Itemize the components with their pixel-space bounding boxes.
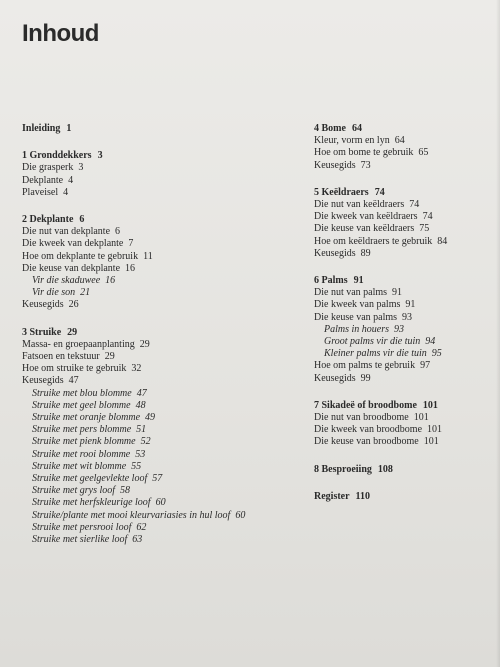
toc-entry [22, 226, 302, 238]
toc-entry [22, 351, 302, 363]
toc-heading-page: 64 [351, 123, 362, 134]
toc-entry-text: Struike met persrooi loof [32, 521, 132, 533]
toc-entry-page: 26 [68, 299, 79, 311]
toc-entry [22, 238, 302, 250]
toc-entry-text: Die keuse van dekplante [22, 262, 121, 274]
toc-heading-page: 29 [67, 326, 78, 338]
toc-entry [314, 360, 494, 372]
toc-entry-page: 95 [431, 348, 442, 360]
toc-entry-page: 57 [152, 473, 163, 485]
toc-entry-text: Die nut van broodbome [314, 412, 409, 424]
toc-entry [22, 375, 302, 387]
toc-entry [314, 236, 494, 248]
toc-entry-page: 93 [394, 323, 404, 335]
toc-entry-text: Die grasperk [22, 162, 74, 174]
toc-subentry [314, 324, 494, 336]
toc-entry-page: 60 [155, 497, 166, 509]
toc-entry [314, 436, 494, 448]
toc-entry-page: 47 [136, 387, 147, 399]
toc-heading-text: 2 Dekplante [22, 214, 74, 226]
toc-section-heading [314, 187, 494, 199]
toc-entry-text: Struike met geel blomme [32, 399, 131, 411]
toc-entry-text: Die keuse van palms [314, 311, 398, 323]
toc-entry [22, 339, 302, 351]
toc-entry [314, 147, 494, 159]
toc-heading-text: Inleiding [22, 123, 61, 134]
toc-entry-page: 11 [143, 250, 153, 262]
page-edge-shadow [496, 0, 500, 667]
toc-entry-text: Groot palms vir die tuin [324, 336, 421, 348]
toc-entry-page: 75 [419, 223, 430, 235]
toc-section-heading [22, 214, 302, 226]
page-title: Inhoud [22, 20, 99, 47]
toc-entry-page: 29 [139, 338, 150, 350]
toc-entry [22, 299, 302, 311]
toc-subentry [22, 436, 302, 448]
toc-heading-page: 110 [355, 490, 370, 502]
toc-entry-text: Vir die skaduwee [32, 275, 101, 287]
toc-subentry [22, 424, 302, 436]
toc-entry-text: Struike met herfskleurige loof [32, 497, 151, 509]
toc-entry-page: 63 [132, 534, 143, 546]
toc-entry-text: Struike met geelgevlekte loof [32, 473, 148, 485]
toc-subentry [22, 497, 302, 509]
toc-entry-page: 51 [136, 424, 147, 436]
toc-entry-text: Hoe om palms te gebruik [314, 360, 416, 372]
toc-entry-page: 74 [422, 211, 433, 223]
toc-entry-text: Kleur, vorm en lyn [314, 135, 390, 147]
toc-section [22, 123, 302, 135]
toc-entry-page: 3 [78, 162, 84, 174]
toc-heading-text: Register [314, 490, 350, 502]
toc-subentry [22, 522, 302, 534]
toc-entry-text: Struike met sierlike loof [32, 534, 128, 546]
toc-entry-text: Die keuse van keëldraers [314, 223, 415, 235]
toc-entry-page: 89 [360, 247, 371, 259]
toc-column-right [314, 123, 494, 518]
toc-section-heading [22, 327, 302, 339]
toc-entry-text: Die nut van dekplante [22, 226, 111, 238]
toc-entry-text: Fatsoen en tekstuur [22, 351, 100, 363]
toc-entry-text: Hoe om dekplante te gebruik [22, 250, 139, 262]
toc-section-heading [314, 275, 494, 287]
toc-entry-page: 101 [413, 412, 429, 424]
toc-section-heading [314, 123, 494, 135]
toc-entry [22, 363, 302, 375]
toc-section-heading [22, 123, 302, 135]
toc-entry-text: Struike/plante met mooi kleurvariasies in hul loof [32, 509, 231, 521]
toc-entry-text: Struike met pers blomme [32, 424, 132, 436]
toc-subentry [22, 412, 302, 424]
toc-entry-page: 91 [405, 299, 416, 311]
toc-entry-text: Keusegids [22, 375, 64, 387]
toc-entry-text: Hoe om keëldraers te gebruik [314, 235, 433, 247]
toc-entry [22, 187, 302, 199]
toc-column-left [22, 123, 302, 561]
toc-entry [314, 135, 494, 147]
toc-section-heading [314, 400, 494, 412]
toc-entry-text: Struike met oranje blomme [32, 412, 141, 424]
toc-section [22, 214, 302, 312]
toc-heading-page: 108 [377, 463, 393, 475]
toc-heading-text: 6 Palms [314, 275, 348, 287]
toc-section-heading [314, 491, 494, 503]
toc-subentry [22, 534, 302, 546]
toc-entry [314, 211, 494, 223]
toc-section-heading [314, 464, 494, 476]
toc-entry-text: Die kweek van palms [314, 299, 401, 311]
toc-entry-page: 97 [420, 360, 431, 372]
toc-heading-page: 101 [422, 399, 438, 411]
toc-subentry [22, 275, 302, 287]
toc-heading-text: 7 Sikadeë of broodbome [314, 399, 417, 411]
toc-entry-text: Vir die son [32, 287, 76, 299]
toc-entry-text: Massa- en groepaanplanting [22, 338, 135, 350]
toc-section-heading [22, 150, 302, 162]
toc-entry-page: 60 [235, 509, 246, 521]
toc-subentry [22, 461, 302, 473]
toc-entry [314, 160, 494, 172]
toc-subentry [22, 400, 302, 412]
toc-heading-text: 1 Gronddekkers [22, 150, 92, 162]
toc-entry-page: 52 [140, 436, 151, 448]
toc-section [314, 400, 494, 449]
toc-entry-text: Hoe om bome te gebruik [314, 147, 414, 159]
toc-entry-page: 7 [128, 238, 134, 250]
toc-entry-page: 53 [135, 448, 146, 460]
toc-entry-page: 29 [104, 351, 115, 363]
toc-entry-page: 99 [360, 372, 371, 384]
toc-entry-page: 101 [423, 436, 439, 448]
toc-entry-text: Struike met rooi blomme [32, 448, 131, 460]
toc-section [22, 150, 302, 199]
toc-entry-text: Die keuse van broodbome [314, 436, 419, 448]
toc-subentry [314, 348, 494, 360]
toc-section [314, 123, 494, 172]
toc-entry-page: 58 [120, 485, 131, 497]
toc-entry-text: Kleiner palms vir die tuin [324, 348, 427, 360]
toc-subentry [22, 510, 302, 522]
toc-entry [22, 251, 302, 263]
toc-entry-page: 49 [145, 412, 156, 424]
toc-section [314, 491, 494, 503]
toc-entry [314, 299, 494, 311]
toc-entry-page: 94 [425, 336, 436, 348]
toc-entry-text: Struike met blou blomme [32, 387, 132, 399]
toc-entry-page: 32 [131, 363, 142, 375]
toc-section [22, 327, 302, 547]
toc-subentry [22, 388, 302, 400]
toc-heading-text: 3 Struike [22, 326, 62, 338]
toc-entry-page: 65 [418, 147, 429, 159]
toc-subentry [314, 336, 494, 348]
toc-entry-text: Dekplante [22, 174, 64, 186]
toc-heading-text: 4 Bome [314, 123, 346, 134]
toc-entry [314, 424, 494, 436]
toc-entry [22, 263, 302, 275]
toc-entry-text: Die nut van palms [314, 287, 388, 299]
toc-subentry [22, 449, 302, 461]
toc-subentry [22, 485, 302, 497]
toc-entry [314, 373, 494, 385]
toc-entry [314, 199, 494, 211]
toc-entry-page: 6 [115, 226, 121, 238]
toc-entry-text: Die kweek van dekplante [22, 238, 124, 250]
toc-entry-text: Die kweek van broodbome [314, 424, 423, 436]
toc-heading-text: 8 Besproeiing [314, 463, 372, 475]
toc-entry-text: Palms in houers [324, 323, 389, 335]
toc-entry-page: 74 [409, 199, 420, 211]
toc-heading-page: 6 [79, 214, 85, 226]
toc-entry-page: 16 [105, 275, 116, 287]
toc-entry-text: Struike met pienk blomme [32, 436, 136, 448]
toc-entry [22, 162, 302, 174]
toc-entry-text: Keusegids [314, 372, 356, 384]
toc-entry-page: 64 [394, 135, 405, 147]
toc-heading-page: 91 [353, 275, 364, 287]
toc-entry-text: Struike met wit blomme [32, 460, 127, 472]
toc-heading-page: 1 [66, 123, 72, 134]
toc-entry-text: Die nut van keëldraers [314, 199, 405, 211]
toc-entry-text: Die kweek van keëldraers [314, 211, 418, 223]
toc-entry-page: 4 [63, 186, 69, 198]
toc-heading-text: 5 Keëldraers [314, 186, 369, 198]
toc-entry-page: 101 [427, 424, 443, 436]
toc-entry-text: Struike met grys loof [32, 485, 116, 497]
toc-heading-page: 74 [374, 186, 385, 198]
toc-entry [314, 312, 494, 324]
toc-entry-page: 84 [437, 235, 448, 247]
toc-entry-page: 55 [131, 460, 142, 472]
toc-entry-page: 47 [68, 375, 79, 387]
toc-entry-page: 48 [135, 399, 146, 411]
toc-entry-text: Keusegids [314, 159, 356, 171]
toc-entry-page: 4 [68, 174, 74, 186]
toc-entry-text: Keusegids [22, 299, 64, 311]
toc-entry-text: Plaveisel [22, 186, 59, 198]
toc-entry [314, 223, 494, 235]
toc-section [314, 187, 494, 260]
toc-entry-page: 16 [125, 262, 136, 274]
toc-entry [314, 248, 494, 260]
toc-entry-page: 62 [136, 521, 147, 533]
toc-entry [314, 412, 494, 424]
toc-subentry [22, 287, 302, 299]
toc-section [314, 275, 494, 385]
toc-entry-page: 91 [392, 287, 403, 299]
toc-entry-page: 21 [80, 287, 91, 299]
toc-entry [314, 287, 494, 299]
toc-entry-page: 93 [402, 311, 413, 323]
toc-section [314, 464, 494, 476]
toc-entry-text: Hoe om struike te gebruik [22, 363, 127, 375]
toc-subentry [22, 473, 302, 485]
toc-entry-page: 73 [360, 159, 371, 171]
toc-entry-text: Keusegids [314, 247, 356, 259]
toc-entry [22, 175, 302, 187]
toc-heading-page: 3 [97, 150, 103, 162]
